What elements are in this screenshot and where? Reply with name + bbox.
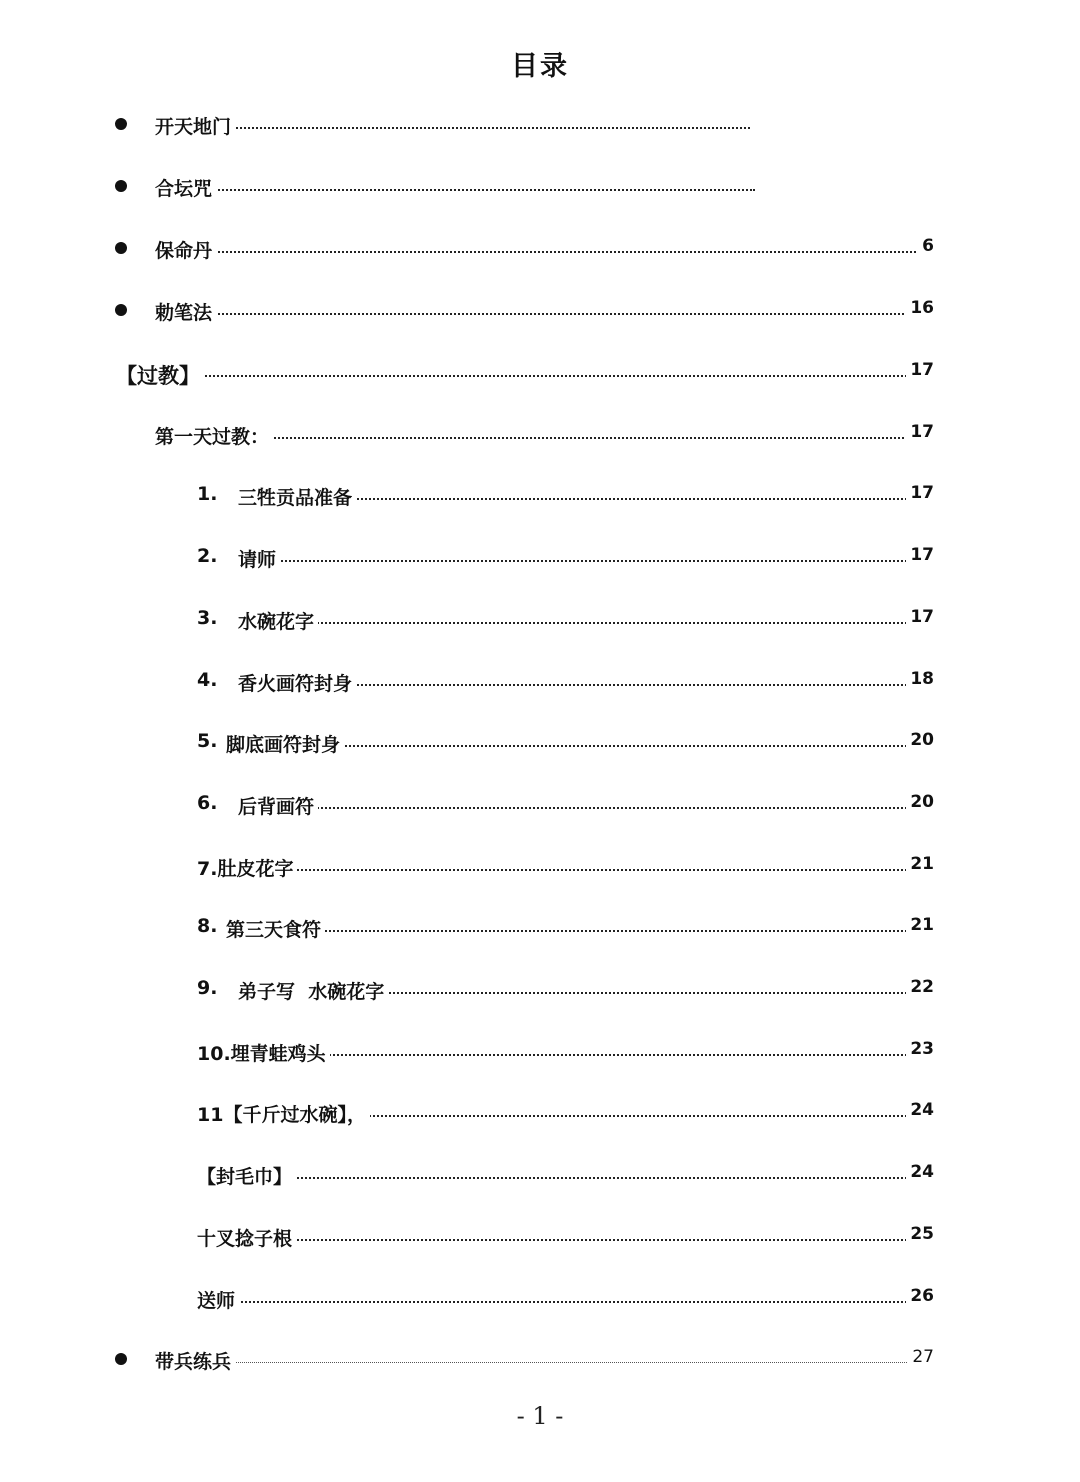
leader-dots xyxy=(238,560,915,562)
toc-entry-page: 17 xyxy=(906,483,934,503)
toc-entry-page: 23 xyxy=(906,1039,934,1059)
toc-entry-number: 3. xyxy=(197,607,218,629)
toc-entry-number: 2. xyxy=(197,545,218,567)
bullet-icon xyxy=(115,304,127,316)
toc-entry-label: 带兵练兵 xyxy=(155,1347,235,1374)
toc-entry-label: 保命丹 xyxy=(155,236,216,263)
toc-entry-label: 7.肚皮花字 xyxy=(197,854,297,881)
toc-entry[interactable] xyxy=(0,603,1080,635)
toc-entry-page: 25 xyxy=(906,1224,934,1244)
toc-entry-page: 17 xyxy=(906,545,934,565)
toc-entry-page: 17 xyxy=(906,607,934,627)
bullet-icon xyxy=(115,118,127,130)
toc-entry-number: 8. xyxy=(197,915,218,937)
toc-entry[interactable] xyxy=(0,665,1080,697)
toc-entry-page: 6 xyxy=(918,236,934,256)
toc-entry[interactable] xyxy=(0,1343,1080,1375)
toc-entry[interactable] xyxy=(0,850,1080,882)
toc-entry[interactable] xyxy=(0,726,1080,758)
toc-entry-label: 10.埋青蛙鸡头 xyxy=(197,1039,330,1066)
leader-dots xyxy=(197,1177,915,1179)
leader-dots xyxy=(197,1301,915,1303)
toc-entry[interactable] xyxy=(0,294,1080,326)
leader-dots xyxy=(120,375,915,377)
bullet-icon xyxy=(115,242,127,254)
toc-entry[interactable] xyxy=(0,1220,1080,1252)
leader-dots xyxy=(197,869,915,871)
toc-entry[interactable] xyxy=(0,356,1080,388)
toc-entry-label: 弟子写 水碗花字 xyxy=(238,977,388,1004)
toc-entry[interactable] xyxy=(0,170,1080,202)
leader-dots xyxy=(155,251,923,253)
toc-entry-label: 后背画符 xyxy=(238,792,318,819)
toc-entry[interactable] xyxy=(0,108,1080,140)
toc-entry-label: 11【千斤过水碗】， xyxy=(197,1100,370,1127)
toc-entry-page: 22 xyxy=(906,977,934,997)
toc-entry[interactable] xyxy=(0,541,1080,573)
toc-entry[interactable] xyxy=(0,1282,1080,1314)
toc-entry-label: 开天地门 xyxy=(155,112,235,139)
leader-dots xyxy=(155,189,755,191)
toc-entry-label: 脚底画符封身 xyxy=(226,730,344,757)
toc-entry-page: 24 xyxy=(906,1100,934,1120)
toc-entry-label: 合坛咒 xyxy=(155,174,216,201)
toc-entry-page: 20 xyxy=(906,730,934,750)
toc-entry-number: 1. xyxy=(197,483,218,505)
toc-entry-number: 4. xyxy=(197,669,218,691)
leader-dots xyxy=(155,313,915,315)
toc-entry-label: 香火画符封身 xyxy=(238,669,356,696)
toc-entry-label: 三牲贡品准备 xyxy=(238,483,356,510)
toc-entry[interactable] xyxy=(0,479,1080,511)
leader-dots xyxy=(226,930,915,932)
toc-entry-page: 17 xyxy=(906,422,934,442)
toc-entry[interactable] xyxy=(0,973,1080,1005)
toc-entry-label: 送师 xyxy=(197,1286,239,1313)
toc-entry-page: 26 xyxy=(906,1286,934,1306)
page-title: 目录 xyxy=(511,51,569,82)
toc-entry[interactable] xyxy=(0,1035,1080,1067)
page-number: - 1 - xyxy=(516,1402,564,1430)
toc-entry-label: 【过教】 xyxy=(116,360,204,390)
bullet-icon xyxy=(115,1353,127,1365)
bullet-icon xyxy=(115,180,127,192)
toc-entry-label: 十叉捻子根 xyxy=(197,1224,296,1251)
toc-entry-label: 请师 xyxy=(238,545,280,572)
leader-dots xyxy=(238,807,915,809)
toc-entry-page: 24 xyxy=(906,1162,934,1182)
leader-dots xyxy=(155,127,750,129)
leader-dots xyxy=(155,1362,915,1363)
toc-entry-number: 9. xyxy=(197,977,218,999)
toc-entry-label: 第一天过教： xyxy=(155,422,273,449)
toc-entry-page: 18 xyxy=(906,669,934,689)
toc-entry-page: 27 xyxy=(908,1347,934,1367)
toc-entry[interactable] xyxy=(0,1158,1080,1190)
toc-entry-number: 6. xyxy=(197,792,218,814)
toc-entry-label: 水碗花字 xyxy=(238,607,318,634)
toc-entry-label: 【封毛巾】 xyxy=(197,1162,296,1189)
toc-entry-page: 17 xyxy=(906,360,934,380)
leader-dots xyxy=(238,622,915,624)
toc-entry-label: 第三天食符 xyxy=(226,915,325,942)
toc-entry-label: 勅笔法 xyxy=(155,298,216,325)
toc-entry-page: 16 xyxy=(906,298,934,318)
toc-entry-page: 20 xyxy=(906,792,934,812)
leader-dots xyxy=(197,1239,915,1241)
toc-entry[interactable] xyxy=(0,1096,1080,1128)
toc-entry-page: 21 xyxy=(906,915,934,935)
toc-entry[interactable] xyxy=(0,418,1080,450)
toc-entry[interactable] xyxy=(0,232,1080,264)
toc-entry-number: 5. xyxy=(197,730,218,752)
toc-entry-page: 21 xyxy=(906,854,934,874)
toc-entry[interactable] xyxy=(0,788,1080,820)
toc-entry[interactable] xyxy=(0,911,1080,943)
